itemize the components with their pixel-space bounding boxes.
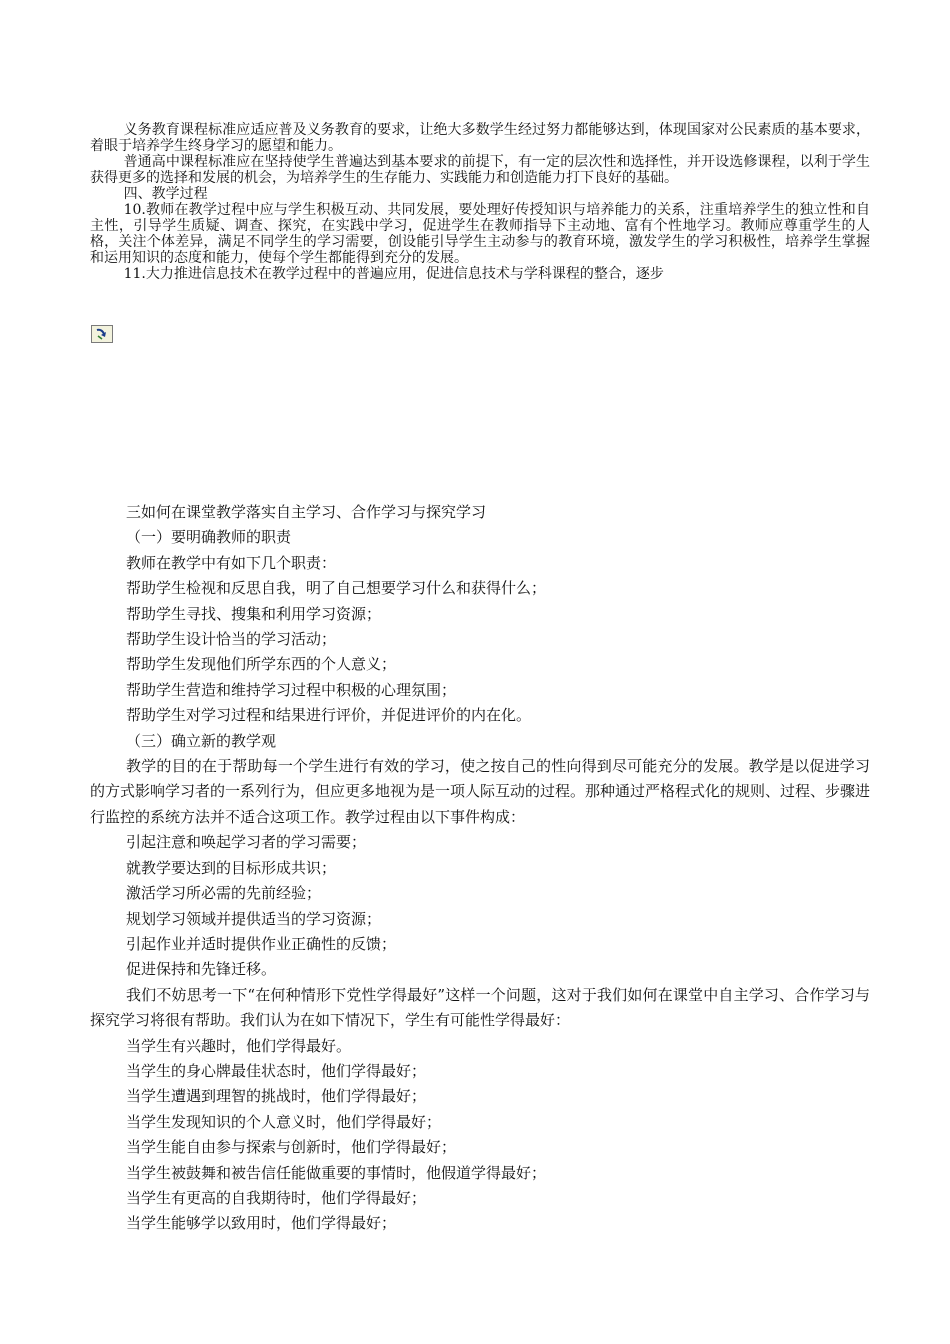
paragraph: 义务教育课程标准应适应普及义务教育的要求，让绝大多数学生经过努力都能够达到，体现国家对公民素质的基本要求，着眼于培养学生终身学习的愿望和能力。 bbox=[90, 122, 870, 154]
paragraph: 教师在教学中有如下几个职责： bbox=[126, 553, 337, 572]
list-item: 帮助学生寻找、搜集和利用学习资源； bbox=[126, 604, 382, 623]
list-item: 当学生有更高的自我期待时，他们学得最好； bbox=[126, 1188, 427, 1207]
list-item: 就教学要达到的目标形成共识； bbox=[126, 858, 337, 877]
lower-text-block bbox=[90, 500, 870, 1237]
section-heading: 三如何在课堂教学落实自主学习、合作学习与探究学习 bbox=[126, 503, 487, 521]
paragraph: 我们不妨思考一下“在何种情形下党性学得最好”这样一个问题，这对于我们如何在课堂中自主学习、合作学习与探究学习将很有帮助。我们认为在如下情况下，学生有可能性学得最好： bbox=[90, 985, 870, 1030]
upper-text-block bbox=[90, 122, 870, 282]
paragraph: 10.教师在教学过程中应与学生积极互动、共同发展，要处理好传授知识与培养能力的关系，注重培养学生的独立性和自主性，引导学生质疑、调查、探究，在实践中学习，促进学生在教师指导下主动地、富有个性地学习。教师应尊重学生的人格，关注个体差异，满足不同学生的学习需要，创设能引导学生主动参与的教育环境，激发学生的学习积极性，培养学生掌握和运用知识的态度和能力，使每个学生都能得到充分的发展。 bbox=[90, 202, 870, 266]
list-item: 引起注意和唤起学习者的学习需要； bbox=[126, 833, 367, 852]
section-heading: 四、教学过程 bbox=[123, 186, 208, 202]
list-item: 帮助学生设计恰当的学习活动； bbox=[126, 630, 337, 649]
list-item: 激活学习所必需的先前经验； bbox=[126, 884, 322, 903]
paragraph: 普通高中课程标准应在坚持使学生普遍达到基本要求的前提下，有一定的层次性和选择性，并开设选修课程，以利于学生获得更多的选择和发展的机会，为培养学生的生存能力、实践能力和创造能力打下良好的基础。 bbox=[90, 154, 870, 186]
list-item: 引起作业并适时提供作业正确性的反馈； bbox=[126, 934, 397, 953]
list-item: 当学生能够学以致用时，他们学得最好； bbox=[126, 1214, 397, 1233]
list-item: 当学生被鼓舞和被告信任能做重要的事情时，他假道学得最好； bbox=[126, 1163, 547, 1182]
list-item: 帮助学生检视和反思自我，明了自己想要学习什么和获得什么； bbox=[126, 579, 547, 598]
list-item: 当学生发现知识的个人意义时，他们学得最好； bbox=[126, 1112, 442, 1131]
link-arrow-icon bbox=[94, 327, 110, 341]
paragraph: 11.大力推进信息技术在教学过程中的普遍应用，促进信息技术与学科课程的整合，逐步 bbox=[123, 266, 664, 282]
list-item: 当学生的身心牌最佳状态时，他们学得最好； bbox=[126, 1061, 427, 1080]
link-arrow-icon[interactable] bbox=[91, 325, 113, 343]
list-item: 规划学习领域并提供适当的学习资源； bbox=[126, 909, 382, 928]
subsection-heading: （一）要明确教师的职责 bbox=[126, 528, 292, 547]
list-item: 帮助学生发现他们所学东西的个人意义； bbox=[126, 655, 397, 674]
subsection-heading: （三）确立新的教学观 bbox=[126, 731, 277, 750]
list-item: 当学生遭遇到理智的挑战时，他们学得最好； bbox=[126, 1087, 427, 1106]
list-item: 帮助学生对学习过程和结果进行评价，并促进评价的内在化。 bbox=[126, 706, 532, 725]
paragraph: 教学的目的在于帮助每一个学生进行有效的学习，使之按自己的性向得到尽可能充分的发展。教学是以促进学习的方式影响学习者的一系列行为，但应更多地视为是一项人际互动的过程。那种通过严格程式化的规则、过程、步骤进行监控的系统方法并不适合这项工作。教学过程由以下事件构成： bbox=[90, 757, 871, 826]
list-item: 当学生有兴趣时，他们学得最好。 bbox=[126, 1036, 352, 1055]
list-item: 促进保持和先锋迁移。 bbox=[126, 960, 277, 979]
list-item: 当学生能自由参与探索与创新时，他们学得最好； bbox=[126, 1138, 457, 1157]
list-item: 帮助学生营造和维持学习过程中积极的心理氛围； bbox=[126, 680, 457, 699]
